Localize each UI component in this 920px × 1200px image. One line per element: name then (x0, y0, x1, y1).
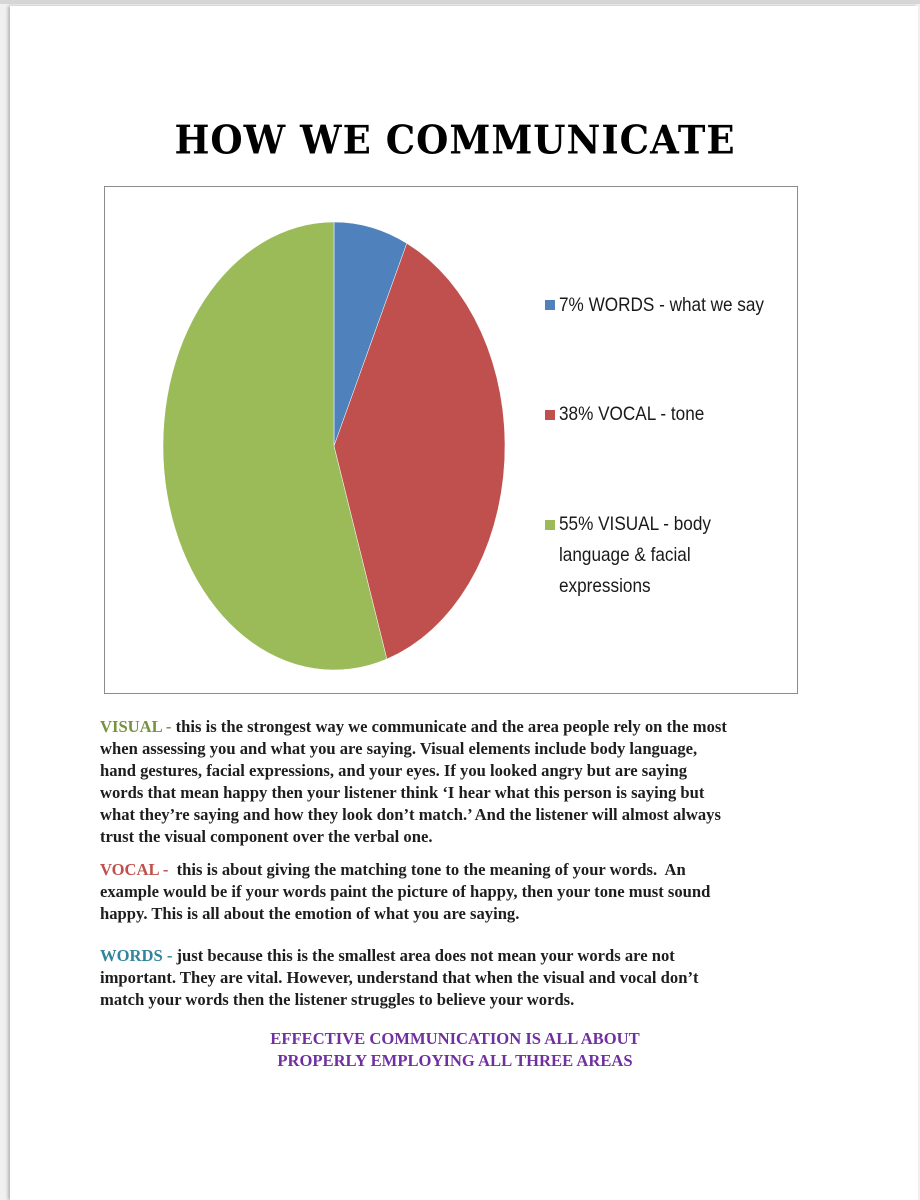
legend-item-visual (559, 509, 711, 602)
legend-visual-line-1: 55% VISUAL - body (559, 513, 711, 535)
visual-paragraph (100, 716, 820, 848)
words-line-2: important. They are vital. However, understand that when the visual and vocal don’t (100, 968, 699, 987)
pie-chart-canvas (105, 187, 797, 693)
words-paragraph (100, 945, 820, 1011)
visual-line-4: words that mean happy then your listener think ‘I hear what this person is saying but (100, 783, 705, 802)
closing-statement (0, 1028, 910, 1072)
words-line-1: just because this is the smallest area does not mean your words are not (176, 946, 675, 965)
visual-line-6: trust the visual component over the verbal one. (100, 827, 433, 846)
vocal-line-1: this is about giving the matching tone to the meaning of your words. An (172, 860, 686, 879)
closing-line-2: PROPERLY EMPLOYING ALL THREE AREAS (277, 1051, 633, 1070)
words-label: WORDS - (100, 946, 177, 965)
legend-item-vocal (559, 399, 704, 430)
legend-swatch-words (545, 300, 555, 310)
legend-visual-line-2: language & facial (559, 544, 691, 566)
legend-swatch-visual (545, 520, 555, 530)
words-line-3: match your words then the listener struggles to believe your words. (100, 990, 575, 1009)
vocal-line-2: example would be if your words paint the picture of happy, then your tone must sound (100, 882, 711, 901)
visual-line-2: when assessing you and what you are saying. Visual elements include body language, (100, 739, 698, 758)
legend-words-line: 7% WORDS - what we say (559, 294, 765, 316)
legend-visual-line-3: expressions (559, 575, 651, 597)
page-title: HOW WE COMMUNICATE (174, 116, 736, 164)
visual-line-5: what they’re saying and how they look don’t match.’ And the listener will almost always (100, 805, 721, 824)
vocal-label: VOCAL - (100, 860, 173, 879)
legend-swatch-vocal (545, 410, 555, 420)
visual-label: VISUAL - (100, 717, 176, 736)
legend-vocal-line: 38% VOCAL - tone (559, 403, 705, 425)
visual-line-3: hand gestures, facial expressions, and your eyes. If you looked angry but are saying (100, 761, 687, 780)
visual-line-1: this is the strongest way we communicate and the area people rely on the most (175, 717, 727, 736)
closing-line-1: EFFECTIVE COMMUNICATION IS ALL ABOUT (270, 1029, 640, 1048)
vocal-paragraph (100, 859, 820, 925)
window-top-edge (0, 0, 920, 4)
legend-item-words (559, 290, 764, 321)
vocal-line-3: happy. This is all about the emotion of what you are saying. (100, 904, 520, 923)
pie-chart (104, 186, 798, 694)
